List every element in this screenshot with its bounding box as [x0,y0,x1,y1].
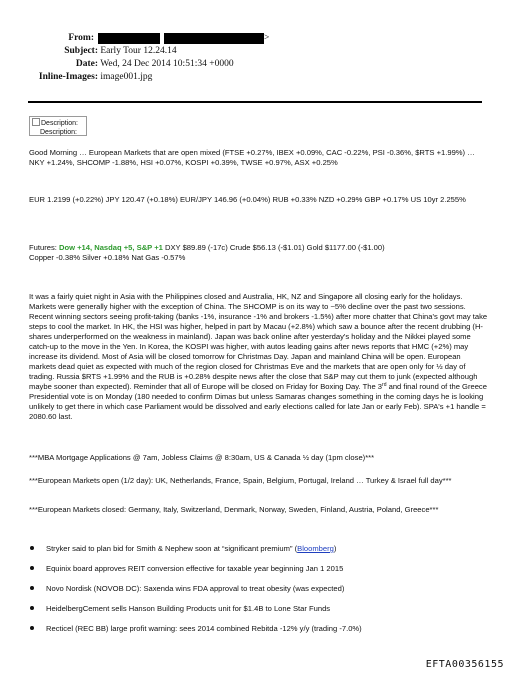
bullet-icon [30,546,34,550]
futures-summary [29,243,489,263]
bloomberg-link[interactable]: Bloomberg [297,544,334,553]
from-suffix: > [264,33,270,43]
date-row [48,59,348,70]
fx-summary: EUR 1.2199 (+0.22%) JPY 120.47 (+0.18%) EUR/JPY 146.96 (+0.04%) RUB +0.33% NZD +0.29% GBP +0.17% US 10yr 2.255% [29,195,466,204]
subject-row [48,46,348,57]
list-item [30,564,343,574]
bullet-text: Novo Nordisk (NOVOB DC): Saxenda wins FDA approval to treat obesity (was expected) [46,584,345,593]
markets-summary: Good Morning … European Markets that are open mixed (FTSE +0.27%, IBEX +0.09%, CAC -0.22%, PSI -0.36%, $RTS +1.99%) … NKY +1.24%, SHCOMP -1.88%, HSI +0.07%, KOSPI +0.39%, TWSE +0.97%, ASX +0.25% [29,148,475,167]
from-label: From: [68,33,94,43]
document-id: EFTA00356155 [425,659,504,670]
redaction-block [164,33,264,44]
inline-images-label: Inline-Images: [38,72,98,82]
header-divider [28,101,482,103]
description-line-2: Description: [40,128,77,136]
commentary-end: and final round of the Greece Presidential vote is on Monday (180 needed to confirm Dimas but unless Samaras changes something in the coming days he is looking unlikely to get there in which case Parliament would be dissolved and early elections called for late Jan or early Feb). SPA's +1 handle = 2080.60 last. [29,382,487,421]
redaction-block [98,33,160,44]
european-closed-note: ***European Markets closed: Germany, Italy, Switzerland, Denmark, Norway, Sweden, Finland, Austria, Poland, Greece*** [29,505,439,514]
subject-label: Subject: [64,46,98,56]
futures-prefix: Futures: [29,243,59,252]
futures-metals: Copper -0.38% Silver +0.18% Nat Gas -0.57% [29,253,186,262]
from-row [48,33,348,44]
futures-commodities: DXY $89.89 (-17c) Crude $56.13 (-$1.01) Gold $1177.00 (-$1.00) [162,243,385,252]
date-label: Date: [75,59,98,69]
list-item [30,544,336,554]
bullet-text-end: ) [333,544,337,553]
list-item [30,604,330,614]
description-line-1: Description: [41,120,78,127]
bullet-icon [30,566,34,570]
bullet-icon [30,626,34,630]
european-open-note: ***European Markets open (1/2 day): UK, Netherlands, France, Spain, Belgium, Portugal, Ireland … Turkey & Israel full day*** [29,476,452,485]
ordinal-superscript: rd [382,382,387,388]
futures-index-changes: Dow +14, Nasdaq +5, S&P +1 [58,243,163,252]
date-value: Wed, 24 Dec 2014 10:51:34 +0000 [100,59,234,69]
broken-image-placeholder [29,116,87,136]
list-item [30,584,344,594]
us-calendar-note: ***MBA Mortgage Applications @ 7am, Jobless Claims @ 8:30am, US & Canada ½ day (1pm close)*** [29,453,375,462]
broken-image-icon [32,118,40,126]
bullet-text: Equinix board approves REIT conversion effective for taxable year beginning Jan 1 2015 [46,564,344,573]
bullet-text: Stryker said to plan bid for Smith & Nephew soon at “significant premium” ( [46,544,298,553]
commentary-main: It was a fairly quiet night in Asia with the Philippines closed and Australia, HK, NZ and Singapore all closing early for the holidays. Markets were generally higher with the exception of China. The SHCOMP is on its way to ~5% decline over the past two sessions. Recent winning sectors seeing profit-taking (banks -1%, insurance -1% and brokers -1.5%) after more chatter that China's govt may take steps to cool the market. In HK, the HSI was higher, helped in part by Macau (+2.8%) which saw a bounce after the recent drubbing (H-shares underperformed on the weakness in mainland). Japan was back online after yesterday's holiday and the Nikkei played some catch-up to the move in the Yen. In Korea, the KOSPI was higher, with autos leading gains after news reports that HMC (+2%) may increase its dividend. Most of Asia will be closed tomorrow for Christmas Day. Japan and mainland China will be open. European markets dead quiet as expected with much of the region closed for Christmas Eve and the markets that are open only for ½ day of trading. Russia $RTS +1.99% and the RUB is +0.28% despite news after the close that S&P may cut them to junk (expected although maybe sooner than expected). Reminder that all of Europe will be closed on Friday for Boxing Day. The 3 [29,292,488,391]
subject-value: Early Tour 12.24.14 [100,46,177,56]
bullet-text: Recticel (REC BB) large profit warning: sees 2014 combined Rebitda -12% y/y (trading -7.0%) [46,624,362,633]
market-commentary [29,292,489,422]
bullet-icon [30,606,34,610]
inline-images-row [36,72,336,83]
bullet-text: HeidelbergCement sells Hanson Building Products unit for $1.4B to Lone Star Funds [46,604,331,613]
inline-images-value: image001.jpg [100,72,153,82]
list-item [30,624,362,634]
bullet-icon [30,586,34,590]
